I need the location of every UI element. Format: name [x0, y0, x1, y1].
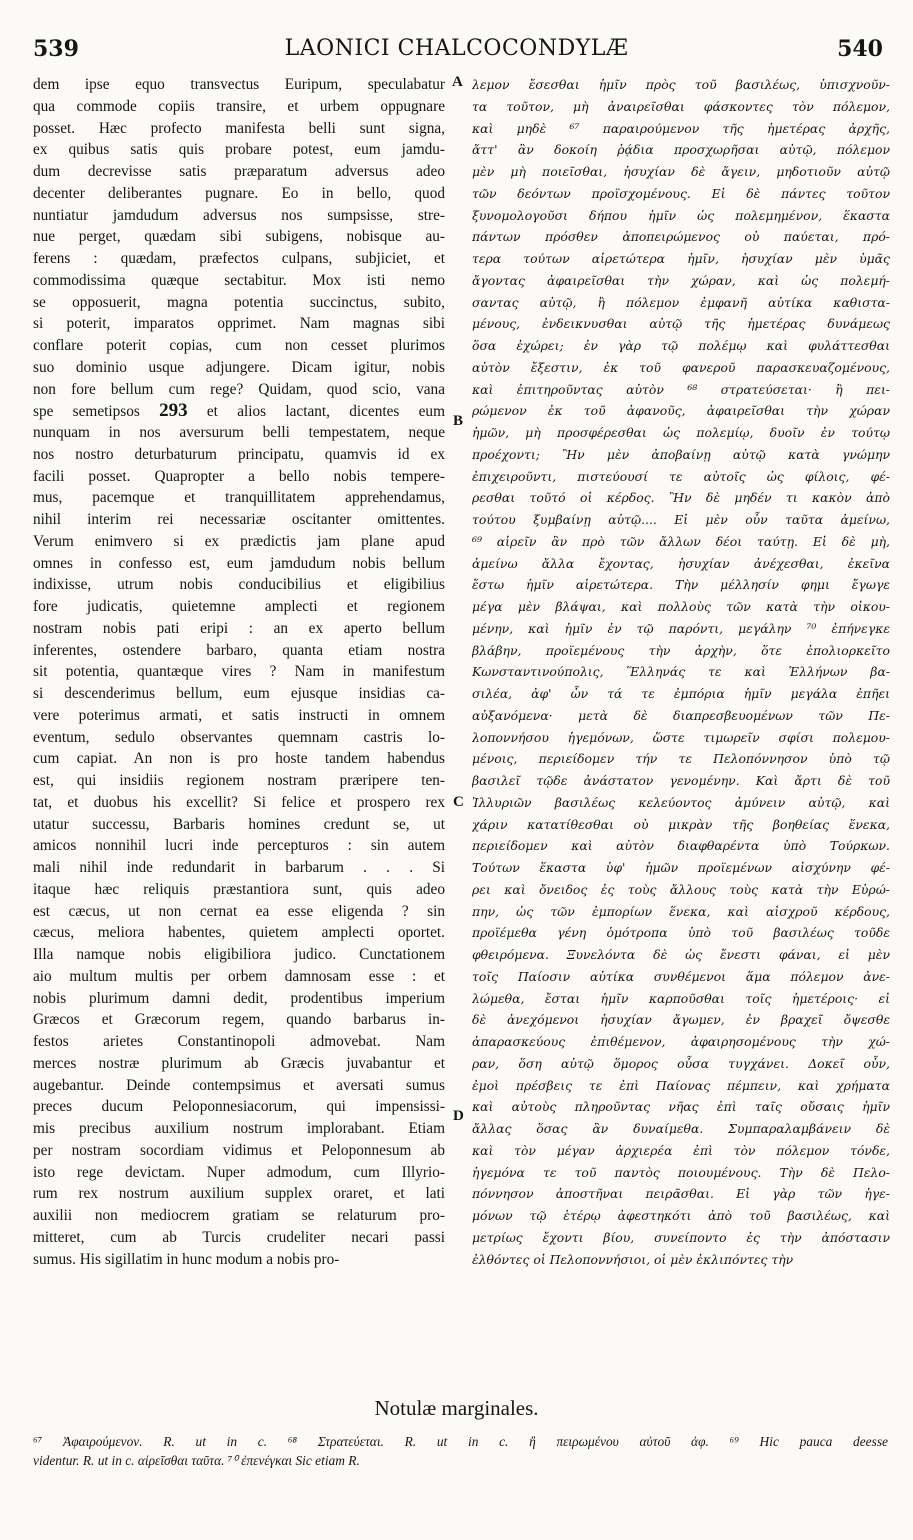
- latin-text-line: conflare poterit copias, cum non cesset plurimos: [33, 337, 445, 354]
- latin-text-line: eventum, sedulo observantes quemnam castris lo-: [33, 728, 445, 746]
- latin-text-line: mus, pacemque et tranquillitatem apprehendamus,: [33, 489, 445, 507]
- latin-text-line: nunquam in nos aversurum belli tempestatem, neque: [33, 424, 445, 441]
- greek-text-line: ἄγοντας ἀφαιρεῖσθαι τὴν χώραν, καὶ ὡς πολεμή-: [472, 272, 890, 288]
- latin-text-line: vere poterimus armati, et satis instructi in omnem: [33, 706, 445, 724]
- greek-text-line: αὐξανόμενα· μετὰ δὲ διαπρεσβευομένων τῶν Πε-: [472, 707, 890, 723]
- latin-text-line: nostram nobis pati eripi : an ex aperto bellum: [33, 619, 445, 637]
- latin-text-line: per nostram socordiam vidimus et Peloponnesum ab: [33, 1141, 445, 1159]
- greek-text-line: ἡμῶν, μὴ προσφέρεσθαι ὡς πολεμίῳ, δυοῖν ἐν τούτῳ: [472, 425, 890, 440]
- latin-text-line: festos arietes Constantinopoli admovebat. Nam: [33, 1033, 445, 1050]
- greek-text-line: προϊέμεθα γένη ὁμότροπα ὑπὸ τοῦ βασιλέως τοῦδε: [472, 925, 890, 941]
- greek-text-line: μὲν μὴ ποιεῖσθαι, ἡσυχίαν δὲ ἄγειν, μηδοτιοῦν αὐτῷ: [472, 164, 890, 179]
- greek-text-line: αὐτὸν ἔξεστιν, ἐκ τοῦ φανεροῦ παρασκευαζομένους,: [472, 359, 890, 375]
- latin-text-line: rum rex nostrum auxilium supplex oraret, et lati: [33, 1185, 445, 1203]
- greek-text-line: ραν, ὅση αὐτῷ ὅμορος οὖσα τυγχάνει. Δοκεῖ οὖν,: [472, 1055, 890, 1071]
- page-number-left: 539: [33, 36, 79, 62]
- latin-text-line: Verum enimvero si ex prædictis jam plane apud: [33, 532, 445, 550]
- latin-text-line: non fore bellum cum rege? Quidam, quod scio, vana: [33, 380, 445, 398]
- latin-text-line: nihil interim rei necessariæ oscitanter omittentes.: [33, 511, 445, 528]
- margin-marker-d: D: [453, 1108, 464, 1124]
- latin-text-line: nuntiatur jamdudum adversus nos sumpsisse, stre-: [33, 206, 445, 224]
- latin-text-line: suo dominio usque adjungere. Dicam igitur, nobis: [33, 358, 445, 376]
- latin-text-line: mitteret, cum ab Turcis crudeliter necari passi: [33, 1228, 445, 1246]
- inline-page-number: 293: [159, 400, 188, 422]
- greek-text-line: καὶ αὐτοὺς πληροῦντας νῆας ἐπὶ ταῖς οὔσαις ἡμῖν: [472, 1099, 890, 1115]
- latin-text-line: Illa namque nobis eligibiliora judico. Cunctationem: [33, 946, 445, 963]
- latin-text-line: indixisse, utrum nobis conducibilius et eligibilius: [33, 576, 445, 594]
- latin-text-line: sit potentia, quantæque vires ? Nam in manifestum: [33, 663, 445, 681]
- latin-text-line: aio multum multis per orbem damnosam esse : et: [33, 967, 445, 985]
- greek-text-line: προέχοντι; Ἢν μὲν ἀποβαίνῃ αὐτῷ κατὰ γνώμην: [472, 446, 890, 462]
- greek-text-line: ἐλθόντες οἱ Πελοποννήσιοι, οἱ μὲν ἐκλιπόντες τὴν: [472, 1251, 794, 1267]
- greek-text-line: Τούτων ἕκαστα ὑφ' ἡμῶν προϊεμένων αἰσχύνην φέ-: [472, 860, 890, 875]
- greek-text-line: μόνων τῷ ἑτέρῳ ἀφεστηκότι ἀπὸ τοῦ βασιλέως, καὶ: [472, 1208, 890, 1223]
- latin-text-line: qua commode copiis transire, et urbem oppugnare: [33, 97, 445, 115]
- latin-text-line: dem ipse equo transvectus Euripum, speculabatur: [33, 76, 445, 93]
- greek-text-line: λοποννήσου ἡγεμόνων, ὥστε τιμωρεῖν σφίσι πολεμου-: [472, 729, 890, 745]
- latin-text-line: se opposuerit, magna potentia succinctus, subito,: [33, 293, 445, 311]
- running-header: [0, 36, 913, 66]
- greek-text-line: πάντων πρόσθεν ἀποπειρώμενος οὐ παύεται, πρό-: [472, 229, 890, 245]
- greek-text-line: σαντας αὐτῷ, ἢ πόλεμον ἐμφανῆ αὐτίκα καθιστα-: [472, 294, 890, 310]
- greek-text-line: ὅσα ἐχώρει; ἐν γὰρ τῷ πολέμῳ καὶ φυλάττεσθαι: [472, 338, 890, 353]
- greek-text-line: ρεσθαι τοῦτό οἱ κέρδος. Ἢν δὲ μηδέν τι κακὸν ἀπὸ: [472, 490, 890, 506]
- latin-text-line: omnes in confesso est, eum jamdudum nobis bellum: [33, 554, 445, 572]
- greek-text-line: βασιλεῖ τῷδε ἀνάστατον γενομένην. Καὶ ἄρτι δὲ τοῦ: [472, 773, 890, 788]
- latin-text-line: ex quibus satis quis probare potest, eum jamdu-: [33, 141, 445, 159]
- greek-text-line: ⁶⁹ αἱρεῖν ἂν πρὸ τῶν ἄλλων δέοι ταύτῃ. Εἰ δὲ μὴ,: [472, 533, 890, 549]
- margin-marker-c: C: [453, 794, 464, 810]
- latin-text-line: cum capiat. An non is pro hoste tandem habendus: [33, 750, 445, 768]
- latin-text-line: amicos nonnihil lucri inde percepturos : sin autem: [33, 837, 445, 855]
- greek-text-line: λώμεθα, ἔσται ἡμῖν καρποῦσθαι τοῖς ἡμετέροις· εἰ: [472, 990, 890, 1006]
- latin-text-line: ferens : quædam, præfectos culpans, subjiciet, et: [33, 250, 445, 267]
- greek-text-line: πόννησον ἀποστῆναι πειρᾶσθαι. Εἰ γὰρ τῶν ἡγε-: [472, 1186, 890, 1202]
- greek-text-line: δὲ ἀνεχόμενοι ἡσυχίαν ἄγωμεν, ἐν βραχεῖ ὄψεσθε: [472, 1012, 890, 1028]
- greek-text-line: πην, ὡς τῶν ἐμπορίων ἕνεκα, καὶ αἰσχροῦ κέρδους,: [472, 903, 890, 919]
- greek-text-line: τοῖς Παίοσιν αὐτίκα συνθέμενοι ἅμα πόλεμον ἀνε-: [472, 968, 890, 984]
- latin-text-line: tat, et duobus his excellit? Si felice et prospero rex: [33, 793, 445, 811]
- latin-text-line: facili posset. Quapropter a bello nobis tempere-: [33, 467, 445, 485]
- latin-text-line: preces ducum Peloponnesiacorum, qui impensissi-: [33, 1098, 445, 1116]
- greek-text-line: καὶ μηδὲ ⁶⁷ παραιρούμενον τῆς ἡμετέρας ἀρχῆς,: [472, 120, 890, 136]
- greek-text-line: ἔστω ἡμῖν αἱρετώτερα. Τὴν μέλλησίν φημι ἔγωγε: [472, 577, 890, 593]
- greek-text-line: ἄλλας ὅσας ἂν δυναίμεθα. Συμπαραλαμβάνειν δὲ: [472, 1121, 890, 1136]
- greek-text-line: Κωνσταντινούπολις, Ἕλληνάς τε καὶ Ἑλλήνων βα-: [472, 664, 890, 680]
- greek-text-line: καὶ ἐπιτηροῦντας αὐτὸν ⁶⁸ στρατεύσεται· ἢ πει-: [472, 381, 890, 397]
- greek-text-line: μένους, ἐνδεικνυσθαι αὐτῷ τῆς ἡμετέρας δυνάμεως: [472, 316, 890, 332]
- page-number-right: 540: [837, 36, 883, 62]
- margin-marker-a: A: [452, 74, 463, 90]
- latin-text-line: fore judicatis, quietemne amplecti et regionem: [33, 598, 445, 615]
- greek-text-line: ἀπαρασκεύους ἐπιθέμενον, ἀφαιρησομένους τὴν χώ-: [472, 1034, 890, 1049]
- latin-text-line: auxilii non mediocrem gratiam se relaturum pro-: [33, 1207, 445, 1224]
- greek-text-line: ἐμοὶ πρέσβεις τε ἐπὶ Παίονας πέμπειν, καὶ χρήματα: [472, 1077, 890, 1093]
- greek-text-line: σιλέα, ἀφ' ὧν τά τε ἐμπόρια ἡμῖν μεγάλα ἐπῆει: [472, 686, 890, 701]
- greek-text-line: μένην, καὶ ἡμῖν ἐν τῷ παρόντι, μεγάλην ⁷⁰ ἐπήνεγκε: [472, 620, 890, 636]
- latin-text-line: dum decrevisse satis præparatum adversus adeo: [33, 163, 445, 180]
- greek-text-line: ἀμείνω ἄλλα ἔχοντας, ἡσυχίαν ἀνέχεσθαι, ἐκεῖνα: [472, 555, 890, 571]
- latin-text-line: posset. Hæc profecto manifesta belli sunt signa,: [33, 119, 445, 137]
- latin-column: [33, 74, 445, 1384]
- greek-text-line: τα τοῦτον, μὴ ἀναιρεῖσθαι φάσκοντες τὸν πόλεμον,: [472, 98, 890, 114]
- latin-text-line: est cæcus, ut non cernat ea esse eligenda ? sin: [33, 902, 445, 920]
- margin-marker-b: B: [453, 413, 464, 429]
- latin-text-line: commodissima quæque sectabitur. Mox isti nemo: [33, 271, 445, 289]
- running-title: LAONICI CHALCOCONDYLÆ: [284, 36, 629, 61]
- greek-text-line: Ἰλλυριῶν βασιλέως κελεύοντος ἀμύνειν αὐτῷ, καὶ: [472, 794, 890, 810]
- latin-text-line: inferentes, ostendere barbaro, quanta etiam nostra: [33, 641, 445, 659]
- greek-text-line: τούτου ξυμβαίνῃ αὐτῷ.... Εἰ μὲν οὖν ταῦτα ἀμείνω,: [472, 512, 890, 527]
- greek-text-line: ρει καὶ ὄνειδος ἐς τοὺς ἄλλους τοὺς κατὰ τὴν Εὐρώ-: [472, 881, 890, 897]
- latin-text-line: itaque hæc reliquis præstantiora sunt, quis adeo: [33, 880, 445, 898]
- greek-text-line: ἐπιχειροῦντι, πιστεύουσί τε αὐτοῖς ὡς φίλοις, φέ-: [472, 468, 890, 484]
- greek-text-line: ἄττ' ἂν δοκοίη ῥᾴδια προσχωρῆσαι αὐτῷ, πόλεμον: [472, 142, 890, 158]
- greek-text-line: καὶ τὸν μέγαν ἀρχιερέα ἐπὶ τὸν πόλεμον τόνδε,: [472, 1142, 890, 1158]
- greek-text-line: λεμον ἔσεσθαι ἡμῖν πρὸς τοῦ βασιλέως, ὑπισχνοῦν-: [472, 77, 890, 92]
- latin-text-line: nos nostro deturbaturum principatu, quamvis id ex: [33, 445, 445, 463]
- greek-text-line: μετρίως ἔχοντι βίου, συνείποντο ἐς τὴν ἀπόστασιν: [472, 1229, 890, 1245]
- greek-text-line: ἡγεμόνα τε τοῦ παντὸς ποιουμένους. Τὴν δὲ Πελο-: [472, 1164, 890, 1180]
- footnote-line: videntur. R. ut in c. αἱρεῖσθαι ταῦτα. ⁷⁰ ἐπενέγκαι Sic etiam R.: [33, 1453, 360, 1468]
- greek-text-line: φθειρόμενα. Ξυνελόντα δὲ ὡς ἔνεστι φάναι, εἰ μὲν: [472, 947, 890, 962]
- greek-text-line: τῶν δεόντων προϊσχομένους. Εἰ δὲ πάντες τοῦτον: [472, 185, 890, 201]
- latin-text-line: si descenderimus bellum, eum ejusque insidias ca-: [33, 685, 445, 702]
- footnote-line: ⁶⁷ Ἀφαιρούμενον. R. ut in c. ⁶⁸ Στρατεύεται. R. ut in c. ἢ πειρωμένου αὐτοῦ ἀφ. ⁶⁹ Hic pauca deesse: [33, 1434, 888, 1449]
- notes-heading: Notulæ marginales.: [374, 1396, 539, 1420]
- latin-text-line: Græcos et Græcorum regem, quando barbarus in-: [33, 1011, 445, 1029]
- latin-text-line: est, qui insidiis regionem nostram præripere ten-: [33, 772, 445, 789]
- greek-text-line: ρώμενον ἐκ τοῦ ἀφανοῦς, ἀφαιρεῖσθαι τὴν χώραν: [472, 403, 890, 419]
- latin-text-line: augebantur. Deinde contempsimus et aversati sumus: [33, 1076, 445, 1094]
- greek-text-line: ξυνομολογοῦσι δήπου ἡμῖν ὡς πολεμημένον, ἕκαστα: [472, 207, 890, 223]
- latin-text-line: nue perget, quædam sibi subigens, nobisque au-: [33, 228, 445, 246]
- greek-text-line: περιείδομεν καὶ αὐτὸν διαφθαρέντα ὑπὸ Τούρκων.: [472, 838, 890, 854]
- footnotes: [33, 1432, 888, 1470]
- greek-text-line: μέγα μὲν βλάψαι, καὶ πολλοὺς τῶν κατὰ τὴν οἰκου-: [472, 599, 890, 614]
- greek-text-line: μένοις, περιείδομεν τήν τε Πελοπόννησον ὑπὸ τῷ: [472, 751, 890, 767]
- latin-text-line: decenter deliberantes pugnare. Eo in bello, quod: [33, 184, 445, 202]
- latin-text-line: sumus. His sigillatim in hunc modum a nobis pro-: [33, 1250, 340, 1268]
- latin-text-line: cæcus, meliora habentes, quietem amplecti oportet.: [33, 924, 445, 942]
- latin-text-line: merces nostræ plurimum ab Græcis juvabantur et: [33, 1054, 445, 1072]
- latin-text-line: isto rege devictam. Nuper admodum, cum Illyrio-: [33, 1163, 445, 1181]
- latin-text-line: spe semetipsos 293 et alios lactant, dicentes eum: [33, 400, 445, 422]
- latin-text-line: nobis plurimum damni dedit, prodentibus imperium: [33, 989, 445, 1007]
- latin-text-line: utatur successu, Barbaris homines credunt se, ut: [33, 815, 445, 833]
- greek-column: [472, 74, 890, 1384]
- greek-text-line: βλάβην, προϊεμένους τὴν ἀρχὴν, ὅτε ἐπολιορκεῖτο: [472, 642, 890, 658]
- latin-text-line: mis precibus auxilium nostrum implorabant. Etiam: [33, 1120, 445, 1137]
- greek-text-line: χάριν κατατίθεσθαι οὐ μικρὰν τῆς βοηθείας ἕνεκα,: [472, 816, 890, 832]
- latin-text-line: si poterit, imparatos opprimet. Nam magnas sibi: [33, 315, 445, 333]
- greek-text-line: τερα τούτων αἱρετώτερα ἡμῖν, ἡσυχίαν μὲν ὑμᾶς: [472, 251, 890, 266]
- latin-text-line: mali nihil inde redundarit in barbarum . . . Si: [33, 859, 445, 876]
